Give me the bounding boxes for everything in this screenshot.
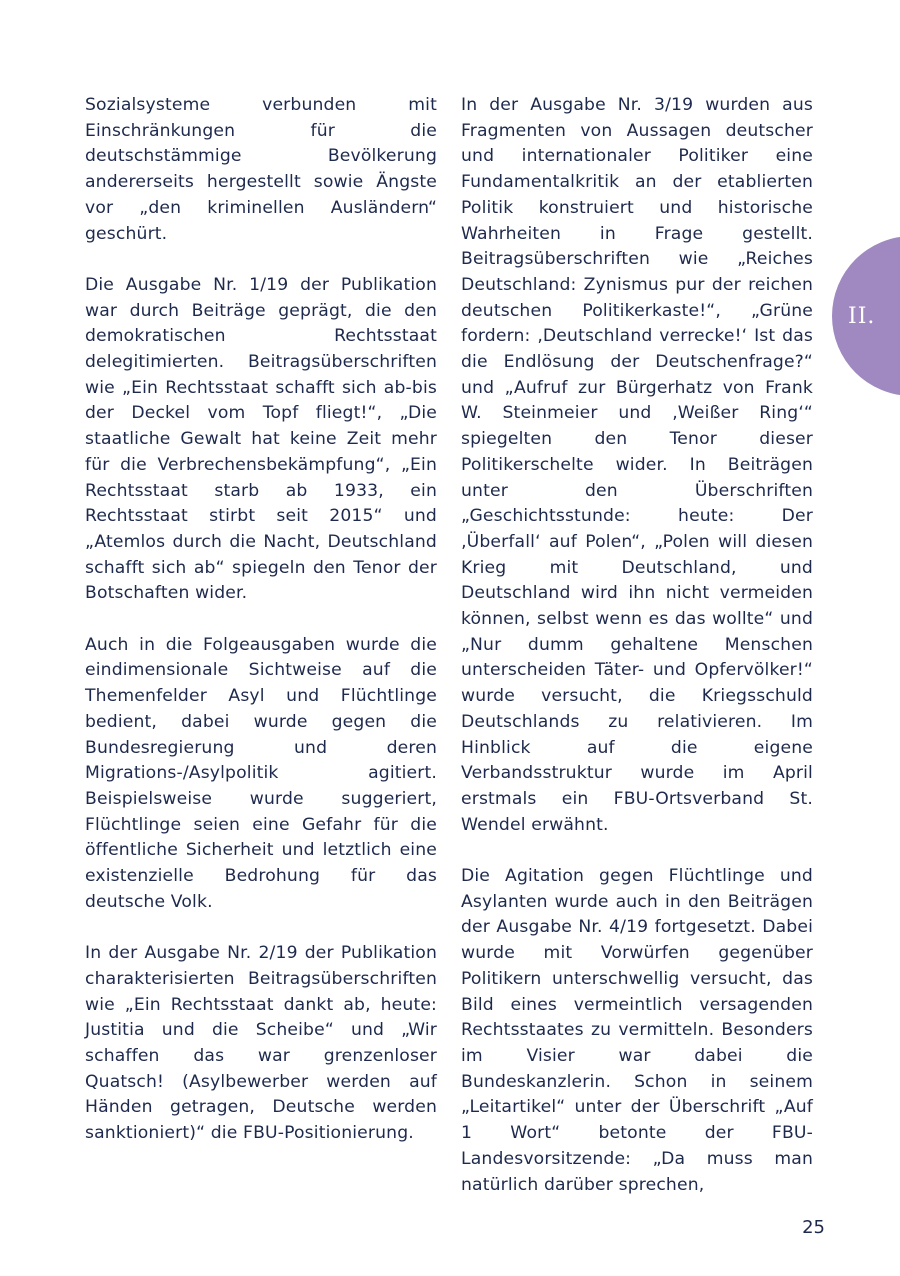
left-paragraph-2: Die Ausgabe Nr. 1/19 der Publikation war durch Beiträge geprägt, die den demokratischen Rechtsstaat delegitimierten. Beitragsüberschriften wie „Ein Rechtsstaat schafft sich ab-bis der Deckel vom Topf fliegt!“, „Die staatliche Gewalt hat keine Zeit mehr für die Verbrechensbekämpfung“, „Ein Rechtsstaat starb ab 1933, ein Rechtsstaat stirbt seit 2015“ und „Atemlos durch die Nacht, Deutschland schafft sich ab“ spiegeln den Tenor der Botschaften wider. [85,274,437,604]
right-paragraph-1: In der Ausgabe Nr. 3/19 wurden aus Fragmenten von Aussagen deutscher und internationaler Politiker eine Fundamentalkritik an der etablierten Politik konstruiert und historische Wahrheiten in Frage gestellt. Beitragsüberschriften wie „Reiches Deutschland: Zynismus pur der reichen deutschen Politikerkaste!“, „Grüne fordern: ‚Deutschland verrecke!‘ Ist das die Endlösung der Deutschenfrage?“ und „Aufruf zur Bürgerhatz von Frank W. Steinmeier und ‚Weißer Ring‘“ spiegelten den Tenor dieser Politikerschelte wider. In Beiträgen unter den Überschriften „Geschichtsstunde: heute: Der ‚Überfall‘ auf Polen“, „Polen will diesen Krieg mit Deutschland, und Deutschland wird ihn nicht vermeiden können, selbst wenn es das wollte“ und „Nur dumm gehaltene Menschen unterscheiden Täter- und Opfervölker!“ wurde versucht, die Kriegsschuld Deutschlands zu relativieren. Im Hinblick auf die eigene Verbandsstruktur wurde im April erstmals ein FBU-Ortsverband St. Wendel erwähnt. [461,95,813,835]
page-number: 25 [802,1217,825,1238]
chapter-tab-label: II. [848,304,876,329]
left-paragraph-4: In der Ausgabe Nr. 2/19 der Publikation charakterisierten Beitragsüberschriften wie „Ein Rechtsstaat dankt ab, heute: Justitia und die Scheibe“ und „Wir schaffen das war grenzenloser Quatsch! (Asylbewerber werden auf Händen getragen, Deutsche werden sanktioniert)“ die FBU-Positionierung. [85,943,437,1144]
right-text-column [461,93,813,1224]
left-paragraph-1: Sozialsysteme verbunden mit Einschränkungen für die deutschstämmige Bevölkerung andererseits hergestellt sowie Ängste vor „den kriminellen Ausländern“ geschürt. [85,95,437,244]
left-paragraph-3: Auch in die Folgeausgaben wurde die eindimensionale Sichtweise auf die Themenfelder Asyl und Flüchtlinge bedient, dabei wurde gegen die Bundesregierung und deren Migrations-/Asylpolitik agitiert. Beispielsweise wurde suggeriert, Flüchtlinge seien eine Gefahr für die öffentliche Sicherheit und letztlich eine existenzielle Bedrohung für das deutsche Volk. [85,634,437,912]
right-paragraph-2: Die Agitation gegen Flüchtlinge und Asylanten wurde auch in den Beiträgen der Ausgabe Nr. 4/19 fortgesetzt. Dabei wurde mit Vorwürfen gegenüber Politikern unterschwellig versucht, das Bild eines vermeintlich versagenden Rechtsstaates zu vermitteln. Besonders im Visier war dabei die Bundeskanzlerin. Schon in seinem „Leitartikel“ unter der Überschrift „Auf 1 Wort“ betonte der FBU-Landesvorsitzende: „Da muss man natürlich darüber sprechen, [461,866,813,1195]
left-text-column [85,93,437,1172]
